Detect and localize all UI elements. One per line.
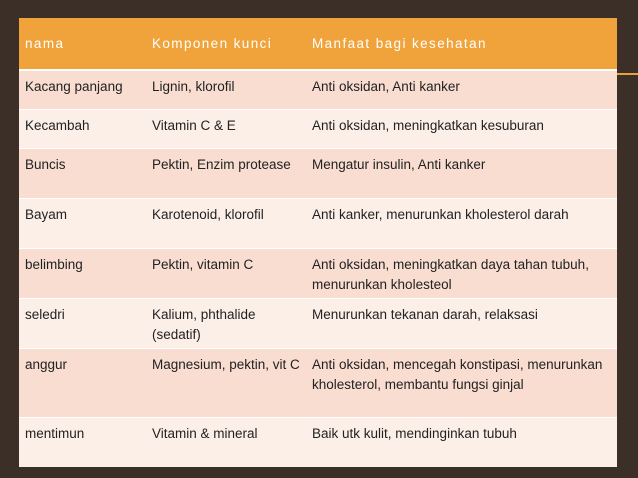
cell-nama: Buncis — [19, 148, 146, 198]
cell-komponen: Lignin, klorofil — [146, 70, 306, 109]
cell-nama: Bayam — [19, 198, 146, 248]
cell-komponen: Pektin, vitamin C — [146, 248, 306, 298]
table-row — [19, 109, 617, 148]
cell-komponen: Vitamin C & E — [146, 109, 306, 148]
table-row — [19, 348, 617, 417]
cell-manfaat: Baik utk kulit, mendinginkan tubuh — [306, 417, 617, 467]
table-row — [19, 70, 617, 109]
cell-komponen: Pektin, Enzim protease — [146, 148, 306, 198]
table-row — [19, 298, 617, 348]
cell-manfaat: Anti oksidan, meningkatkan daya tahan tubuh, menurunkan kholesteol — [306, 248, 617, 298]
table-row — [19, 148, 617, 198]
cell-komponen: Kalium, phthalide (sedatif) — [146, 298, 306, 348]
cell-manfaat: Anti kanker, menurunkan kholesterol darah — [306, 198, 617, 248]
header-row — [19, 18, 617, 70]
cell-manfaat: Anti oksidan, mencegah konstipasi, menurunkan kholesterol, membantu fungsi ginjal — [306, 348, 617, 417]
cell-manfaat: Menurunkan tekanan darah, relaksasi — [306, 298, 617, 348]
cell-nama: Kecambah — [19, 109, 146, 148]
table-row — [19, 417, 617, 467]
cell-nama: belimbing — [19, 248, 146, 298]
cell-manfaat: Mengatur insulin, Anti kanker — [306, 148, 617, 198]
cell-nama: seledri — [19, 298, 146, 348]
table-row — [19, 198, 617, 248]
cell-nama: mentimun — [19, 417, 146, 467]
cell-nama: Kacang panjang — [19, 70, 146, 109]
cell-komponen: Karotenoid, klorofil — [146, 198, 306, 248]
cell-manfaat: Anti oksidan, meningkatkan kesuburan — [306, 109, 617, 148]
header-nama: nama — [19, 18, 146, 70]
vegetable-benefits-table — [19, 18, 617, 467]
table-body — [19, 70, 617, 467]
cell-komponen: Vitamin & mineral — [146, 417, 306, 467]
cell-manfaat: Anti oksidan, Anti kanker — [306, 70, 617, 109]
cell-komponen: Magnesium, pektin, vit C — [146, 348, 306, 417]
cell-nama: anggur — [19, 348, 146, 417]
header-manfaat: Manfaat bagi kesehatan — [306, 18, 617, 70]
table-header — [19, 18, 617, 70]
accent-line — [617, 73, 638, 75]
header-komponen: Komponen kunci — [146, 18, 306, 70]
table-row — [19, 248, 617, 298]
